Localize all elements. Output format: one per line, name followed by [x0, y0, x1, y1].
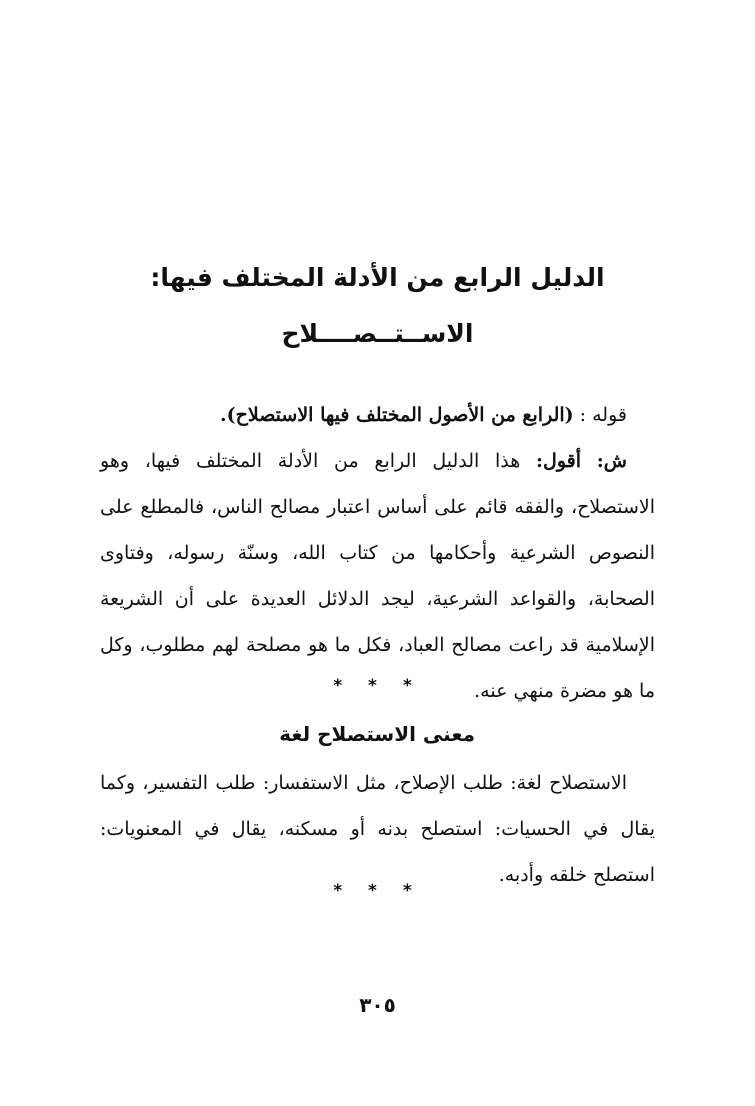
commentary-label: ش:: [596, 450, 627, 472]
separator-stars-1: * * *: [333, 676, 422, 696]
section-1-text: [100, 392, 655, 714]
chapter-title: [80, 250, 675, 362]
page-number: ٣٠٥: [359, 993, 396, 1017]
commentary-lead: أقول:: [536, 450, 582, 472]
section-2-text: [100, 760, 655, 898]
quote-paragraph: [100, 392, 655, 438]
definition-paragraph: الاستصلاح لغة: طلب الإصلاح، مثل الاستفسار: طلب التفسير، وكما يقال في الحسيات: استصلح بدنه أو مسكنه، يقال في المعنويات: استصلح خلقه وأدبه.: [100, 772, 655, 886]
section-heading: معنى الاستصلاح لغة: [279, 722, 475, 746]
quote-text: (الرابع من الأصول المختلف فيها الاستصلاح).: [220, 404, 574, 426]
chapter-title-line-2: الاســتــصــــلاح: [281, 319, 474, 348]
commentary-paragraph: [100, 438, 655, 714]
chapter-title-line-1: الدليل الرابع من الأدلة المختلف فيها:: [150, 263, 605, 292]
commentary-text: هذا الدليل الرابع من الأدلة المختلف فيها، وهو الاستصلاح، والفقه قائم على أساس اعتبار مصالح الناس، فالمطلع على النصوص الشرعية وأحكامها من كتاب الله، وسنّة رسوله، وفتاوى الصحابة، والقواعد الشرعية، ليجد الدلائل العديدة على أن الشريعة الإسلامية قد راعت مصالح العباد، فكل ما هو مصلحة لهم مطلوب، وكل ما هو مضرة منهي عنه.: [100, 450, 655, 702]
quote-label: قوله :: [579, 404, 627, 426]
separator-stars-2: * * *: [333, 881, 422, 901]
